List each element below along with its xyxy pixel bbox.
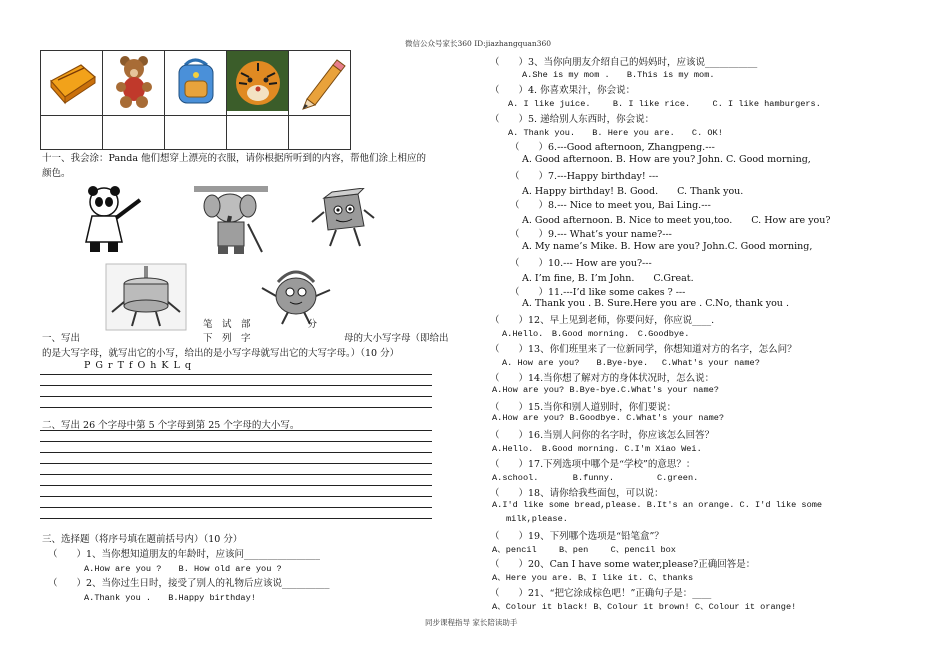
right-options-9[interactable]: A. My name’s Mike. B. How are you? John.C. Good morning, (522, 241, 813, 252)
right-question-3[interactable]: （ ）3、当你向朋友介绍自己的妈妈时，应该说___________ (490, 57, 758, 68)
q3-prompt: 三、选择题（将序号填在题前括号内）（10 分） (42, 534, 243, 545)
section11-line2: 颜色。 (42, 168, 71, 179)
answer-cell-2[interactable] (103, 116, 165, 150)
answer-cell-5[interactable] (289, 116, 351, 150)
right-question-16[interactable]: （ ）16.当别人问你的名字时，你应该怎么回答？ (490, 430, 715, 441)
right-question-18[interactable]: （ ）18、请你给我些面包，可以说： (490, 488, 664, 499)
pencil-case-icon (41, 51, 102, 111)
writing-line[interactable] (40, 407, 432, 408)
right-question-17[interactable]: （ ）17.下列选项中哪个是“学校”的意思？： (490, 459, 696, 470)
right-options-11[interactable]: A. Thank you . B. Sure.Here you are . C.No, thank you . (522, 298, 789, 309)
elephant-figure (192, 184, 270, 256)
left-question-1[interactable]: （ ）1、当你想知道朋友的年龄时，应该问________________ (48, 549, 321, 560)
right-question-4[interactable]: （ ）4. 你喜欢果汁，你会说： (490, 85, 636, 96)
right-options-17[interactable]: A.school. B.funny. C.green. (492, 473, 699, 483)
q1-line1-a: 一、写出 (42, 333, 81, 344)
right-options-15[interactable]: A.How are you? B.Goodbye. C.What's your name? (492, 413, 725, 423)
right-question-13[interactable]: （ ）13、你们班里来了一位新同学，你想知道对方的名字，怎么问？ (490, 344, 797, 355)
writing-line[interactable] (40, 396, 432, 397)
q2-prompt: 二、写出 26 个字母中第 5 个字母到第 25 个字母的大小写。 (42, 420, 300, 431)
section11-line1: 十一、我会涂：Panda 他们想穿上漂亮的衣服，请你根据所听到的内容，帮他们涂上相应的 (42, 153, 427, 164)
right-options-21[interactable]: A、Colour it black! B、Colour it brown! C、Colour it orange! (492, 602, 797, 612)
letters-to-convert: P G r T f O h K L q (84, 360, 192, 371)
right-question-7[interactable]: （ ）7.---Happy birthday! --- (510, 171, 659, 182)
right-options-20[interactable]: A、Here you are. B、I like it. C、thanks (492, 573, 694, 583)
panda-figure (78, 184, 152, 256)
right-options-5[interactable]: A. Thank you. B. Here you are. C. OK! (508, 128, 723, 138)
left-options-2[interactable]: A.Thank you . B.Happy birthday! (84, 593, 256, 603)
q1-line1-c: 母的大小写字母（即给出 (344, 333, 449, 344)
pencil-icon (289, 51, 350, 111)
writing-line[interactable] (40, 485, 432, 486)
q1-line1-b: 下 列 字 (203, 333, 251, 344)
right-options-18-cont[interactable]: milk,please. (506, 514, 568, 524)
right-options-18[interactable]: A.I'd like some bread,please. B.It's an orange. C. I'd like some (492, 500, 823, 510)
page-header: 微信公众号家长360 ID:jiazhangquan360 (405, 39, 552, 48)
writing-line[interactable] (40, 463, 432, 464)
right-question-14[interactable]: （ ）14.当你想了解对方的身体状况时，怎么说： (490, 373, 715, 384)
right-options-4[interactable]: A. I like juice. B. I like rice. C. I like hamburgers. (508, 99, 821, 109)
right-question-20[interactable]: （ ）20、Can I have some water,please?正确回答是： (490, 559, 756, 570)
right-options-7[interactable]: A. Happy birthday! B. Good. C. Thank you. (522, 186, 744, 197)
right-options-14[interactable]: A.How are you? B.Bye-bye.C.What's your name? (492, 385, 719, 395)
backpack-icon (165, 51, 226, 111)
cell-tiger (227, 51, 289, 116)
right-question-5[interactable]: （ ）5. 递给别人东西时，你会说： (490, 114, 655, 125)
writing-line[interactable] (40, 474, 432, 475)
answer-cell-4[interactable] (227, 116, 289, 150)
right-options-10[interactable]: A. I’m fine, B. I’m John. C.Great. (522, 273, 694, 284)
right-question-15[interactable]: （ ）15.当你和别人道别时，你们要说： (490, 402, 677, 413)
page-footer: 同步课程指导 家长陪读助手 (425, 618, 518, 627)
writing-line[interactable] (40, 374, 432, 375)
teddy-bear-icon (103, 51, 164, 111)
writing-line[interactable] (40, 385, 432, 386)
right-options-12[interactable]: A.Hello. B.Good morning. C.Goodbye. (502, 329, 690, 339)
right-question-6[interactable]: （ ）6.---Good afternoon, Zhangpeng.--- (510, 142, 715, 153)
right-question-19[interactable]: （ ）19、下列哪个选项是“铅笔盒”？ (490, 531, 664, 542)
right-question-12[interactable]: （ ）12、早上见到老师，你要问好，你应说____. (490, 315, 715, 326)
right-options-13[interactable]: A. How are you? B.Bye-bye. C.What's your name? (502, 358, 760, 368)
writing-line[interactable] (40, 496, 432, 497)
right-question-9[interactable]: （ ）9.--- What’s your name?--- (510, 229, 672, 240)
right-options-6[interactable]: A. Good afternoon. B. How are you? John. C. Good morning, (522, 154, 811, 165)
right-question-21[interactable]: （ ）21、“把它涂成棕色吧！”正确句子是：____ (490, 588, 712, 599)
cell-backpack (165, 51, 227, 116)
q1-line2: 的是大写字母，就写出它的小写，给出的是小写字母就写出它的大写字母。）（10 分） (42, 348, 400, 359)
right-options-3[interactable]: A.She is my mom . B.This is my mom. (522, 70, 715, 80)
picture-table (40, 50, 351, 150)
left-question-2[interactable]: （ ）2、当你过生日时，接受了别人的礼物后应该说__________ (48, 578, 330, 589)
right-options-16[interactable]: A.Hello. B.Good morning. C.I'm Xiao Wei. (492, 444, 702, 454)
right-question-11[interactable]: （ ）11.---I’d like some cakes ? --- (510, 287, 686, 298)
writing-line[interactable] (40, 441, 432, 442)
answer-cell-1[interactable] (41, 116, 103, 150)
writing-line[interactable] (40, 452, 432, 453)
cell-teddy-bear (103, 51, 165, 116)
writing-line[interactable] (40, 507, 432, 508)
right-question-10[interactable]: （ ）10.--- How are you?--- (510, 258, 652, 269)
right-options-19[interactable]: A、pencil B、pen C、pencil box (492, 545, 676, 555)
eraser-figure (308, 188, 378, 254)
cell-pencil-case (41, 51, 103, 116)
writing-line[interactable] (40, 430, 432, 431)
tiger-icon (227, 51, 288, 111)
left-options-1[interactable]: A.How are you ? B. How old are you ? (84, 564, 282, 574)
written-section-title: 笔 试 部 分 (203, 319, 318, 330)
cell-pencil (289, 51, 351, 116)
writing-line[interactable] (40, 518, 432, 519)
right-question-8[interactable]: （ ）8.--- Nice to meet you, Bai Ling.--- (510, 200, 711, 211)
answer-cell-3[interactable] (165, 116, 227, 150)
right-options-8[interactable]: A. Good afternoon. B. Nice to meet you,too. C. How are you? (522, 215, 831, 226)
cake-figure (104, 262, 188, 332)
